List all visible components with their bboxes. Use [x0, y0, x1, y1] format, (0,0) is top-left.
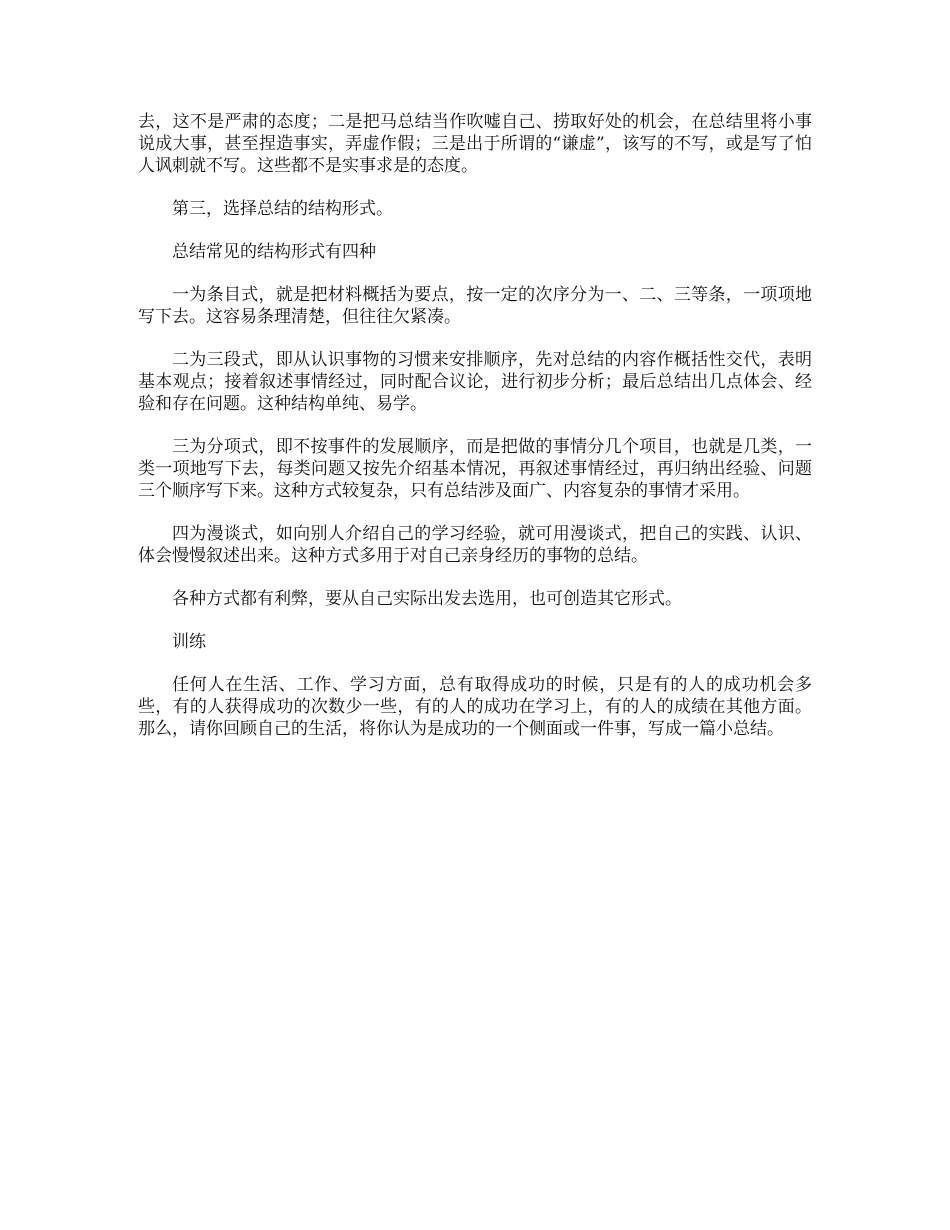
paragraph-choose-form: 各种方式都有利弊，要从自己实际出发去选用，也可创造其它形式。: [172, 589, 682, 609]
paragraph-continuation: 去，这不是严肃的态度；二是把马总结当作吹嘘自己、捞取好处的机会，在总结里将小事说成大事，甚至捏造事实，弄虚作假；三是出于所谓的“谦虚”，该写的不写，或是写了怕人讽刺就不写。这些都不是实事求是的态度。: [138, 112, 812, 176]
document-body: [138, 111, 812, 761]
paragraph-sectioned-form: 三为分项式，即不按事件的发展顺序，而是把做的事情分几个项目，也就是几类，一类一项地写下去，每类问题又按先介绍基本情况，再叙述事情经过，再归纳出经验、问题三个顺序写下来。这种方式较复杂，只有总结涉及面广、内容复杂的事情才采用。: [138, 437, 812, 501]
paragraph-section-three-heading: 第三，选择总结的结构形式。: [172, 199, 393, 219]
paragraph-training-task: 任何人在生活、工作、学习方面，总有取得成功的时候，只是有的人的成功机会多些，有的人获得成功的次数少一些，有的人的成功在学习上，有的人的成绩在其他方面。那么，请你回顾自己的生活，将你认为是成功的一个侧面或一件事，写成一篇小总结。: [138, 675, 812, 739]
paragraph-informal-form: 四为漫谈式，如向别人介绍自己的学习经验，就可用漫谈式，把自己的实践、认识、体会慢慢叙述出来。这种方式多用于对自己亲身经历的事物的总结。: [138, 524, 812, 566]
paragraph-three-part-form: 二为三段式，即从认识事物的习惯来安排顺序，先对总结的内容作概括性交代，表明基本观点；接着叙述事情经过，同时配合议论，进行初步分析；最后总结出几点体会、经验和存在问题。这种结构单纯、易学。: [138, 350, 812, 414]
paragraph-four-forms-intro: 总结常见的结构形式有四种: [172, 242, 376, 262]
paragraph-itemized-form: 一为条目式，就是把材料概括为要点，按一定的次序分为一、二、三等条，一项项地写下去。这容易条理清楚，但往往欠紧凑。: [138, 285, 812, 327]
paragraph-training-heading: 训练: [172, 632, 206, 652]
